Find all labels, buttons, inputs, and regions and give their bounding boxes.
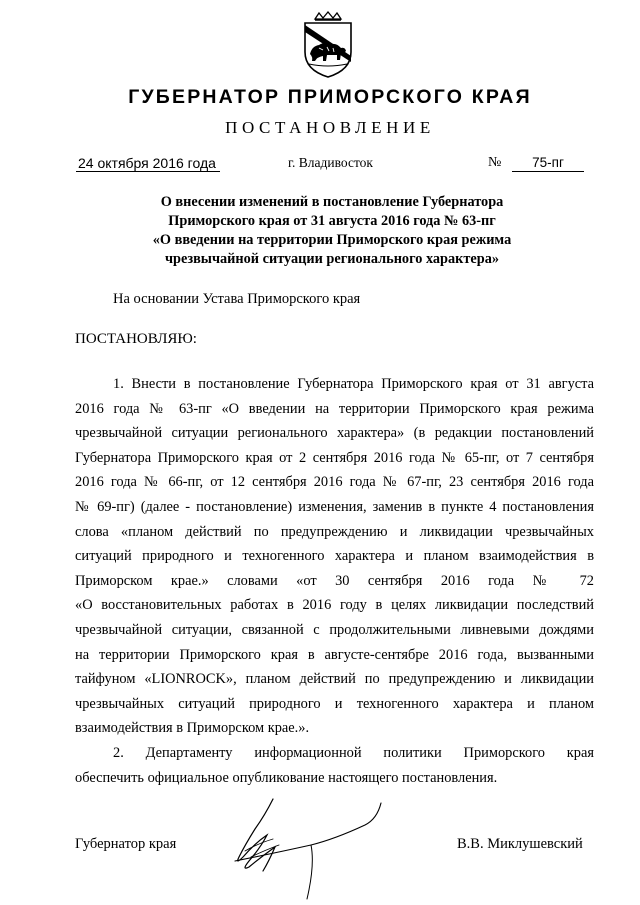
paragraph-1 (75, 372, 594, 741)
subject-line: чрезвычайной ситуации регионального характера» (164, 251, 500, 267)
text-line: тайфуном «LIONROCK», планом действий по предупреждению и ликвидации (75, 671, 594, 688)
subject-line: Приморского края от 31 августа 2016 года № 63-пг (168, 213, 496, 229)
legal-basis: На основании Устава Приморского края (113, 291, 361, 307)
document-number-label: № (488, 155, 502, 170)
text-line: № 69-пг) (далее - постановление) изменения, заменив в пункте 4 постановления (75, 498, 594, 515)
document-subject (72, 193, 592, 269)
text-line: на территории Приморского края в августе-сентябре 2016 года, вызванными (75, 646, 594, 663)
document-number: 75-пг (512, 155, 584, 172)
text-line: чрезвычайной ситуации регионального характера» (в редакции постановлений (75, 425, 594, 442)
text-line: «О восстановительных работах в 2016 году в целях ликвидации последствий (75, 597, 594, 614)
document-body (75, 372, 594, 790)
coat-of-arms-emblem (297, 10, 359, 80)
text-line: чрезвычайных ситуаций природного и техногенного характера и планом (75, 695, 594, 712)
text-line: 2016 года № 63-пг «О введении на территории Приморского края режима (75, 400, 594, 417)
document-type: ПОСТАНОВЛЕНИЕ (225, 118, 435, 137)
paragraph-2 (75, 741, 594, 790)
text-line: 2016 года № 66-пг, от 12 сентября 2016 года № 67-пг, 23 сентября 2016 года (75, 474, 594, 491)
resolve-heading: ПОСТАНОВЛЯЮ: (75, 331, 197, 347)
subject-line: «О введении на территории Приморского края режима (152, 232, 512, 248)
text-line: Приморском крае.» словами «от 30 сентября 2016 года № 72 (75, 572, 594, 589)
signatory-position: Губернатор края (75, 836, 177, 852)
text-line: обеспечить официальное опубликование настоящего постановления. (75, 769, 498, 786)
subject-line: О внесении изменений в постановление Губернатора (160, 194, 504, 210)
text-line: 2. Департаменту информационной политики Приморского края (113, 744, 594, 761)
handwritten-signature (215, 795, 385, 900)
document-city: г. Владивосток (288, 155, 373, 170)
text-line: взаимодействия в Приморском крае.». (75, 720, 310, 737)
text-line: ситуаций природного и техногенного характера и планом взаимодействия в (75, 548, 594, 565)
text-line: чрезвычайной ситуации, связанной с продолжительными ливневыми дождями (75, 621, 594, 638)
document-issuer-title: ГУБЕРНАТОР ПРИМОРСКОГО КРАЯ (128, 86, 532, 108)
document-date: 24 октября 2016 года (76, 155, 220, 172)
text-line: 1. Внести в постановление Губернатора Приморского края от 31 августа (113, 376, 594, 392)
text-line: слова «планом действий по предупреждению и ликвидации чрезвычайных (75, 523, 594, 540)
text-line: Губернатора Приморского края от 2 сентября 2016 года № 65-пг, от 7 сентября (75, 449, 594, 466)
signatory-name: В.В. Миклушевский (457, 836, 583, 852)
